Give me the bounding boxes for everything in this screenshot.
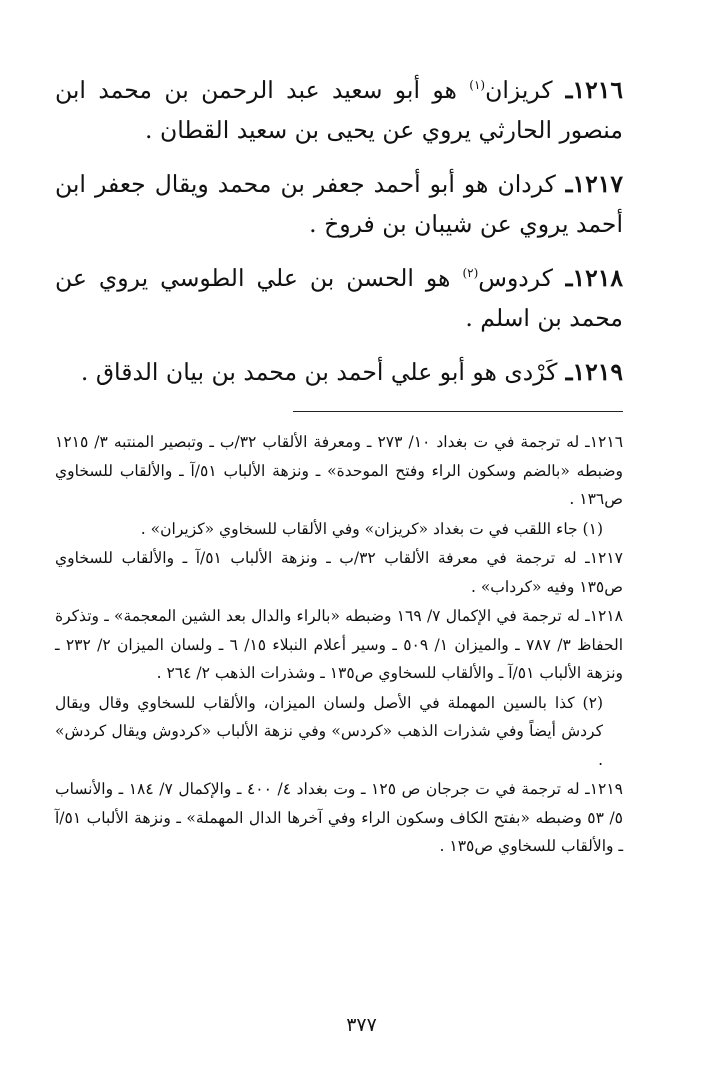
entry-text: هو أبو علي أحمد بن محمد بن بيان الدقاق . bbox=[80, 358, 505, 386]
entry-text: هو أبو أحمد جعفر بن محمد ويقال جعفر ابن أحمد يروي عن شيبان بن فروخ . bbox=[55, 170, 623, 238]
main-text bbox=[55, 70, 623, 406]
footnote-2: (٢) كذا بالسين المهملة في الأصل ولسان الميزان، والألقاب للسخاوي وقال ويقال كردش أيضاً وفي شذرات الذهب «كردس» وفي نزهة الألباب «كردوش ويقال كردش» . bbox=[55, 693, 603, 769]
entry-text: هو الحسن بن علي الطوسي يروي عن محمد بن اسلم . bbox=[55, 264, 623, 332]
entry-name: كردان bbox=[497, 170, 556, 198]
entry-1218 bbox=[55, 258, 623, 338]
footnote-mark: (٢) bbox=[462, 266, 479, 281]
footnote-1216: ١٢١٦ـ له ترجمة في ت بغداد ١٠/ ٢٧٣ ـ ومعرفة الألقاب ٣٢/ب ـ وتبصير المنتبه ٣/ ١٢١٥ وضبطه «بالضم وسكون الراء وفتح الموحدة» ـ ونزهة الألباب ٥١/آ ـ والألقاب للسخاوي ص١٣٦ . bbox=[55, 433, 624, 508]
entry-name: كردوس bbox=[478, 264, 553, 292]
entry-number: ١٢١٨ـ bbox=[552, 264, 623, 292]
entry-text: هو أبو سعيد عبد الرحمن بن محمد ابن منصور الحارثي يروي عن يحيى بن سعيد القطان . bbox=[55, 76, 623, 144]
entry-number: ١٢١٩ـ bbox=[557, 358, 623, 386]
footnote-divider bbox=[293, 411, 623, 412]
entry-number: ١٢١٦ـ bbox=[552, 76, 623, 104]
footnotes bbox=[55, 428, 623, 862]
page-number: ٣٧٧ bbox=[346, 1014, 377, 1036]
footnote-1218: ١٢١٨ـ له ترجمة في الإكمال ٧/ ١٦٩ وضبطه «بالراء والدال بعد الشين المعجمة» ـ وتذكرة الحفاظ ٣/ ٧٨٧ ـ والميزان ١/ ٥٠٩ ـ وسير أعلام النبلاء ١٥/ ٦ ـ ولسان الميزان ٢/ ٢٣٢ ـ ونزهة الألباب ٥١/آ ـ والألقاب للسخاوي ص١٣٥ ـ وشذرات الذهب ٢/ ٢٦٤ . bbox=[55, 607, 624, 682]
entry-1216 bbox=[55, 70, 623, 150]
entry-name: كَرْدى bbox=[504, 358, 558, 386]
footnote-mark: (١) bbox=[469, 78, 486, 93]
entry-name: كريزان bbox=[485, 76, 553, 104]
footnote-1219: ١٢١٩ـ له ترجمة في ت جرجان ص ١٢٥ ـ وت بغداد ٤/ ٤٠٠ ـ والإكمال ٧/ ١٨٤ ـ والأنساب ٥/ ٥٣ وضبطه «بفتح الكاف وسكون الراء وفي آخرها الدال المهملة» ـ ونزهة الألباب ٥١/آ ـ والألقاب للسخاوي ص١٣٥ . bbox=[55, 780, 623, 855]
footnote-1217: ١٢١٧ـ له ترجمة في معرفة الألقاب ٣٢/ب ـ ونزهة الألباب ٥١/آ ـ والألقاب للسخاوي ص١٣٥ وفيه «كرداب» . bbox=[55, 549, 624, 596]
entry-1219 bbox=[55, 352, 623, 392]
entry-number: ١٢١٧ـ bbox=[555, 170, 623, 198]
entry-1217 bbox=[55, 164, 623, 244]
footnote-1: (١) جاء اللقب في ت بغداد «كريزان» وفي الألقاب للسخاوي «كزيران» . bbox=[140, 519, 603, 538]
